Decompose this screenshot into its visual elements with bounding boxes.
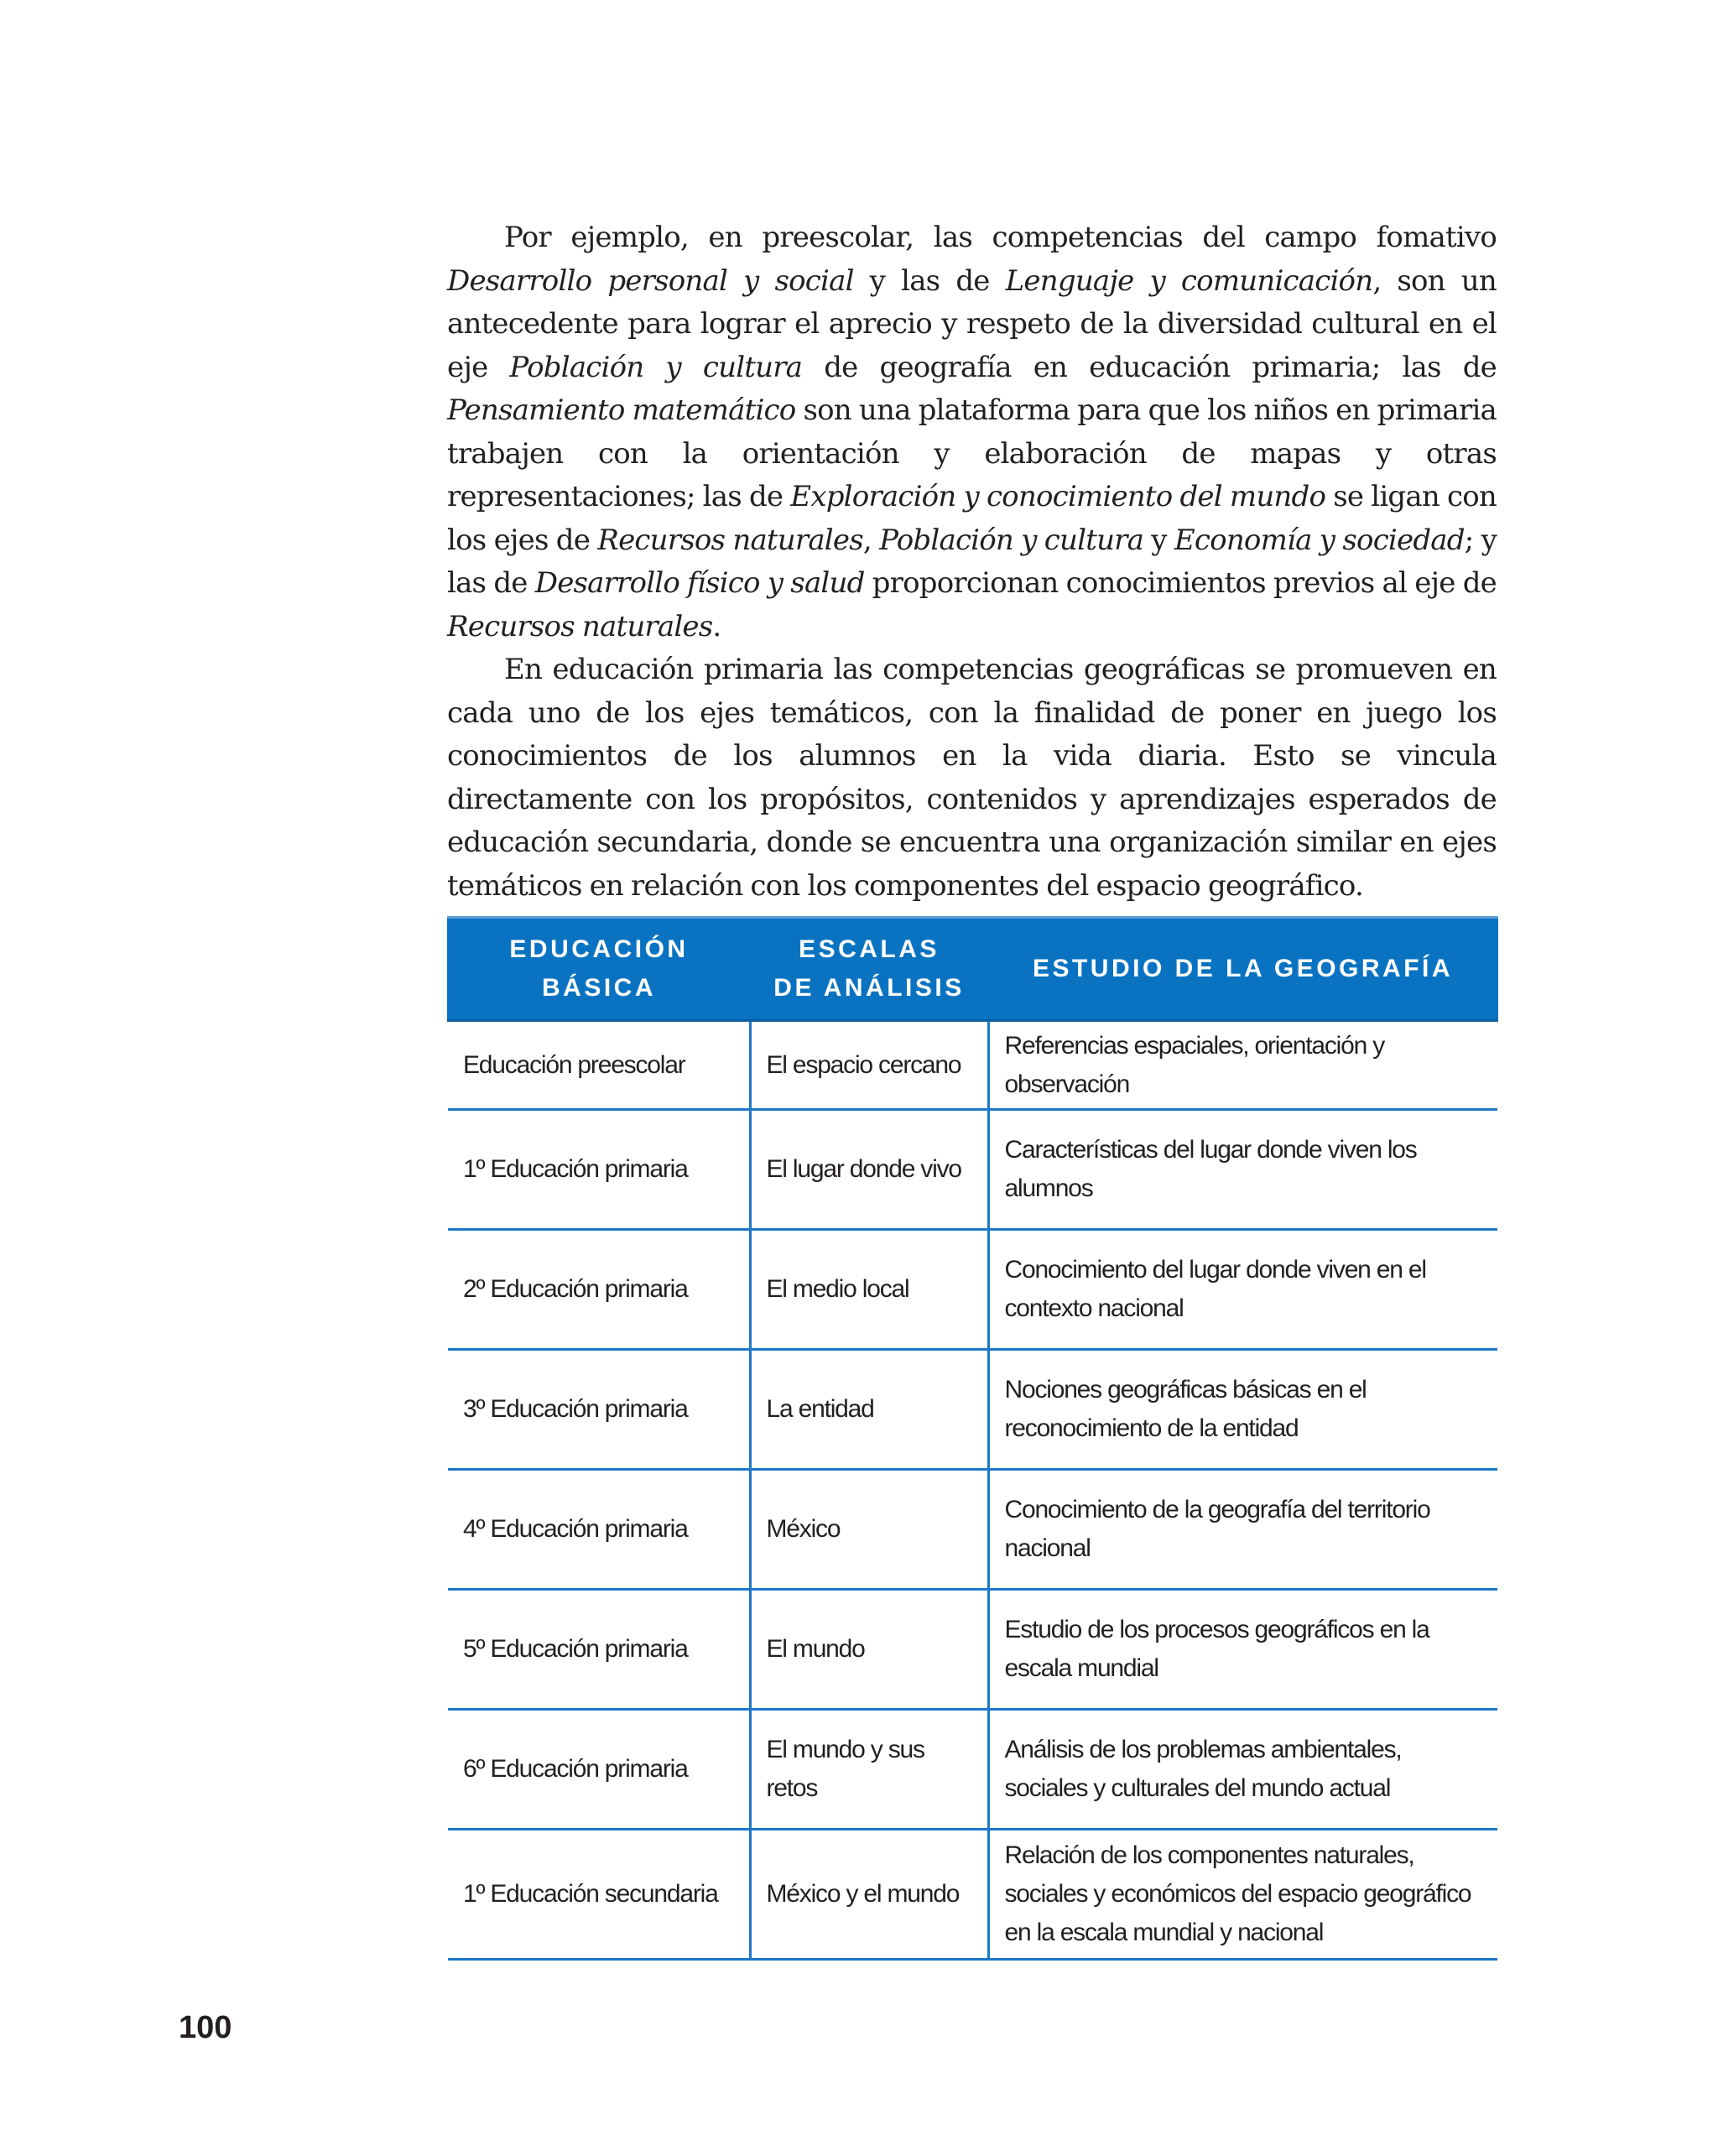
cell-scale: El medio local: [750, 1230, 988, 1350]
header-estudio-de-la-geografia: ESTUDIO DE LA GEOGRAFÍA: [988, 918, 1497, 1021]
table-header-row: [448, 918, 1497, 1021]
cell-level: 6º Educación primaria: [448, 1710, 750, 1830]
italic-term: Desarrollo personal y social: [447, 263, 854, 298]
table-row: [448, 1230, 1497, 1350]
table-row: [448, 1710, 1497, 1830]
italic-term: Exploración y conocimiento del mundo: [790, 480, 1326, 513]
italic-term: Recursos naturales: [447, 609, 713, 643]
header-escalas-de-analisis: [750, 918, 988, 1021]
geography-table: [447, 916, 1498, 1961]
cell-scale: México y el mundo: [750, 1830, 988, 1960]
cell-level: 1º Educación primaria: [448, 1110, 750, 1230]
italic-term: Lenguaje y comunicación: [1005, 263, 1373, 298]
header-escalas-line2: DE ANÁLISIS: [773, 974, 965, 1002]
table-row: [448, 1590, 1497, 1710]
cell-scale: El mundo: [750, 1590, 988, 1710]
italic-term: Economía y sociedad: [1174, 523, 1465, 557]
text-run: Por ejemplo, en preescolar, las competencias del campo fomativo: [504, 221, 1497, 254]
table-row: [448, 1021, 1497, 1110]
cell-level: 4º Educación primaria: [448, 1470, 750, 1590]
table-row: [448, 1830, 1497, 1960]
cell-study: Referencias espaciales, orientación y observación: [988, 1021, 1497, 1110]
cell-study: Análisis de los problemas ambientales, sociales y culturales del mundo actual: [988, 1710, 1497, 1830]
text-run: de geografía en educación primaria; las de: [802, 350, 1497, 384]
cell-level: 5º Educación primaria: [448, 1590, 750, 1710]
cell-study: Conocimiento de la geografía del territorio nacional: [988, 1470, 1497, 1590]
italic-term: Población y cultura: [509, 350, 803, 384]
italic-term: Desarrollo físico y salud: [534, 566, 865, 600]
header-escalas-line1: ESCALAS: [799, 935, 940, 963]
italic-term: Recursos naturales: [597, 523, 863, 557]
cell-scale: El espacio cercano: [750, 1021, 988, 1110]
text-run: y: [1143, 523, 1174, 557]
body-text: [447, 216, 1497, 908]
cell-level: 1º Educación secundaria: [448, 1830, 750, 1960]
cell-level: 2º Educación primaria: [448, 1230, 750, 1350]
page-number: 100: [179, 2010, 232, 2045]
paragraph: [447, 648, 1497, 908]
cell-study: Características del lugar donde viven los alumnos: [988, 1110, 1497, 1230]
text-run: , son un antecedente para lograr el aprecio y respeto de la diversidad cultural en el eje: [447, 263, 1497, 384]
paragraph: [447, 216, 1497, 648]
cell-scale: México: [750, 1470, 988, 1590]
text-run: proporcionan conocimientos previos al eje de: [864, 566, 1497, 600]
cell-study: Nociones geográficas básicas en el reconocimiento de la entidad: [988, 1350, 1497, 1470]
table-row: [448, 1110, 1497, 1230]
cell-study: Relación de los componentes naturales, sociales y económicos del espacio geográfico en la escala mundial y nacional: [988, 1830, 1497, 1960]
cell-scale: La entidad: [750, 1350, 988, 1470]
cell-study: Conocimiento del lugar donde viven en el contexto nacional: [988, 1230, 1497, 1350]
text-run: se ligan con los ejes de: [447, 480, 1497, 557]
header-educacion-basica: EDUCACIÓN BÁSICA: [448, 918, 750, 1021]
text-run: .: [712, 609, 721, 643]
italic-term: Pensamiento matemático: [447, 393, 796, 427]
cell-scale: El mundo y sus retos: [750, 1710, 988, 1830]
text-run: son una plataforma para que los niños en primaria trabajen con la orientación y elaboración de mapas y otras representaciones; las de: [447, 393, 1497, 513]
cell-study: Estudio de los procesos geográficos en la escala mundial: [988, 1590, 1497, 1710]
text-run: ; y las de: [447, 523, 1497, 600]
cell-scale: El lugar donde vivo: [750, 1110, 988, 1230]
text-run: ,: [862, 523, 880, 557]
text-run: y las de: [853, 263, 1006, 298]
table-row: [448, 1470, 1497, 1590]
cell-level: 3º Educación primaria: [448, 1350, 750, 1470]
text-run: En educación primaria las competencias geográficas se promueven en cada uno de los ejes temáticos, con la finalidad de poner en juego los conocimientos de los alumnos en la vida diaria. Esto se vincula directamente con los propósitos, contenidos y aprendizajes esperados de educación secundaria, donde se encuentra una organización similar en ejes temáticos en relación con los componentes del espacio geográfico.: [447, 653, 1497, 903]
italic-term: Población y cultura: [879, 523, 1144, 557]
cell-level: Educación preescolar: [448, 1021, 750, 1110]
table-row: [448, 1350, 1497, 1470]
